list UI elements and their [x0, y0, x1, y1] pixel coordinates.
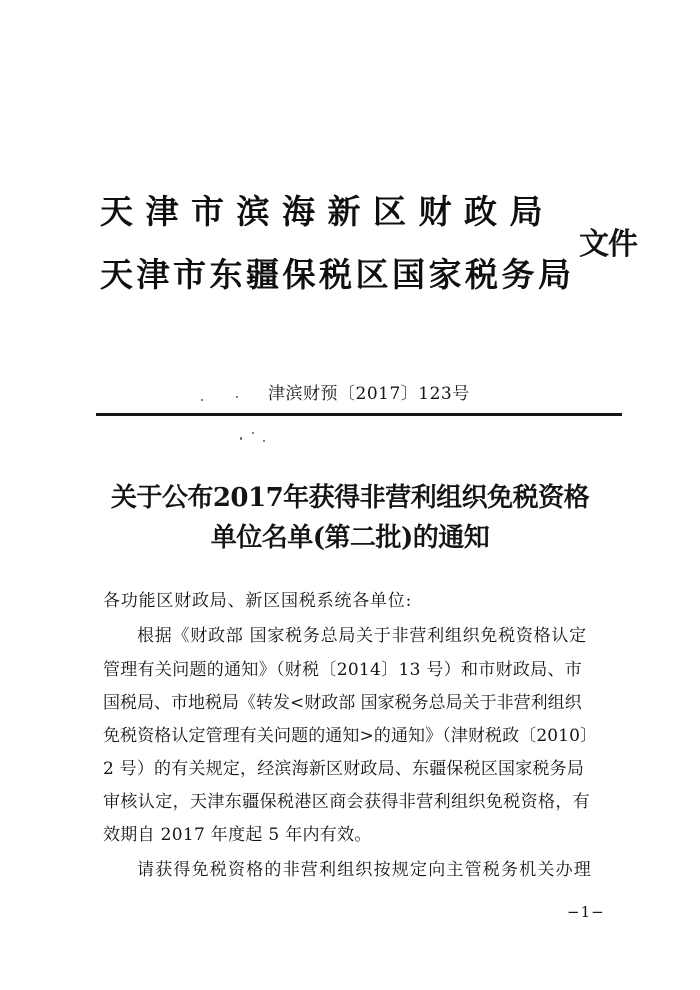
body-line-7: 效期自 2017 年度起 5 年内有效。	[103, 825, 372, 845]
document-type-label: 文件	[579, 227, 637, 262]
notice-title-line-1: 关于公布2017年获得非营利组织免税资格	[110, 483, 590, 513]
body-line-2: 管理有关问题的通知》（财税〔2014〕13 号）和市财政局、市	[103, 660, 583, 680]
scan-speck	[236, 396, 238, 398]
header-divider	[96, 413, 622, 416]
issuer-tax-bureau: 天津市东疆保税区国家税务局	[100, 255, 575, 294]
scan-speck	[263, 440, 265, 442]
body-line-3: 国税局、市地税局《转发<财政部 国家税务总局关于非营利组织	[103, 693, 582, 713]
body-line-8: 请获得免税资格的非营利组织按规定向主管税务机关办理	[137, 860, 592, 880]
issuer-finance-bureau: 天津市滨海新区财政局	[100, 192, 555, 231]
scan-speck	[252, 432, 254, 434]
scan-speck	[240, 437, 242, 440]
body-line-5: 2 号）的有关规定，经滨海新区财政局、东疆保税区国家税务局	[103, 759, 585, 779]
notice-title-line-2: 单位名单(第二批)的通知	[210, 523, 490, 553]
body-line-1: 根据《财政部 国家税务总局关于非营利组织免税资格认定	[137, 626, 587, 646]
page-number: −1−	[567, 903, 605, 921]
body-line-6: 审核认定，天津东疆保税港区商会获得非营利组织免税资格，有	[103, 792, 591, 812]
body-line-4: 免税资格认定管理有关问题的通知>的通知》（津财税政〔2010〕	[103, 726, 598, 746]
salutation: 各功能区财政局、新区国税系统各单位:	[103, 591, 413, 611]
document-number: 津滨财预〔2017〕123号	[268, 384, 470, 404]
scan-speck	[201, 399, 203, 401]
